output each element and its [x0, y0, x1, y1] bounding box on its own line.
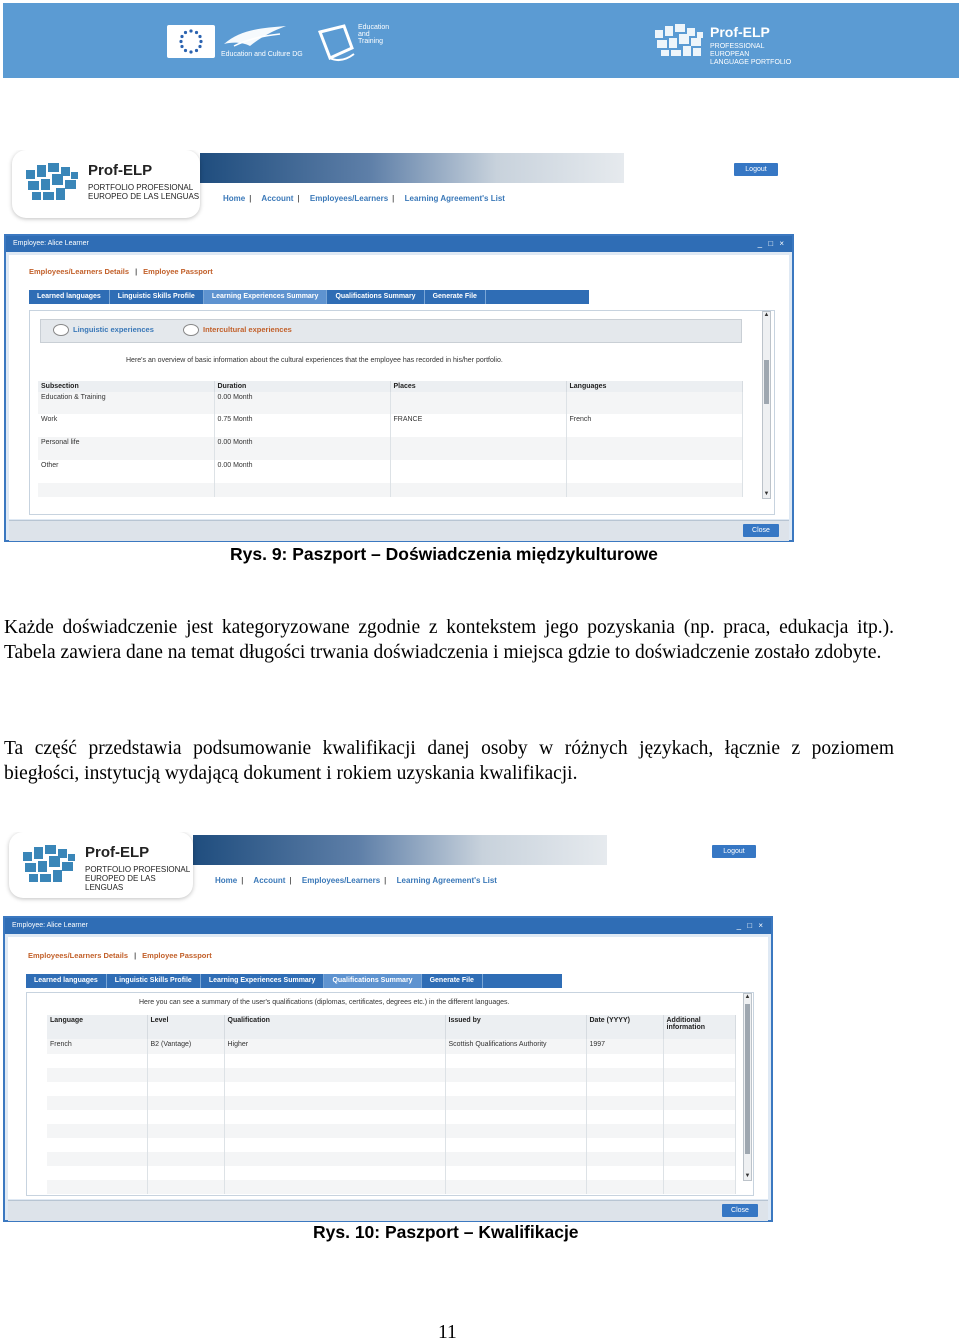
tab-linguistic-skills[interactable]: Linguistic Skills Profile [110, 290, 204, 304]
close-button[interactable]: Close [722, 1204, 758, 1217]
column-header: Languages [566, 381, 742, 392]
top-navigation: Home | Account | Employees/Learners | Learning Agreement's List [215, 876, 497, 885]
window-footer [8, 1200, 768, 1221]
table-row[interactable] [47, 1039, 735, 1054]
logout-button[interactable]: Logout [734, 163, 778, 176]
column-header: Additional information [663, 1015, 735, 1039]
tab-learning-experiences[interactable]: Learning Experiences Summary [201, 974, 325, 988]
table-cell [566, 392, 742, 414]
section-description: Here you can see a summary of the user's qualifications (diplomas, certificates, degrees etc.) in the different languages. [139, 999, 510, 1006]
window-body [8, 937, 768, 1199]
subnav-details[interactable]: Employees/Learners Details [28, 951, 129, 960]
figure-qualifications [3, 832, 773, 1222]
content-panel [26, 992, 754, 1196]
sub-navigation: Employees/Learners Details | Employee Passport [28, 951, 212, 960]
eu-flag-logo [167, 25, 215, 58]
window-footer [9, 520, 789, 541]
table-row [47, 1068, 735, 1082]
app-logo [12, 150, 200, 218]
table-row [47, 1110, 735, 1124]
tab-linguistic-skills[interactable]: Linguistic Skills Profile [107, 974, 201, 988]
employee-window [4, 234, 794, 542]
tab-qualifications[interactable]: Qualifications Summary [327, 290, 424, 304]
nav-learning-agreements[interactable]: Learning Agreement's List [396, 876, 497, 885]
content-panel [29, 310, 775, 515]
tab-learned-languages[interactable]: Learned languages [29, 290, 110, 304]
table-row [38, 483, 742, 497]
subnav-passport[interactable]: Employee Passport [142, 951, 212, 960]
table-cell: Education & Training [38, 392, 214, 414]
vertical-scrollbar[interactable] [743, 993, 752, 1181]
table-cell: B2 (Vantage) [147, 1039, 224, 1054]
vertical-scrollbar[interactable] [762, 311, 771, 499]
scroll-up-icon[interactable]: ▲ [763, 312, 770, 318]
education-training-label: Education and Training [358, 24, 390, 45]
qualifications-table [47, 1015, 736, 1194]
table-cell: Work [38, 414, 214, 437]
education-culture-label: Education and Culture DG [221, 51, 303, 58]
app-logo-name: Prof-ELP [88, 162, 153, 179]
mosaic-map-icon [24, 162, 80, 202]
table-cell: 0.00 Month [214, 437, 390, 460]
tab-qualifications[interactable]: Qualifications Summary [324, 974, 421, 988]
body-paragraph: Ta część przedstawia podsumowanie kwalifikacji danej osoby w różnych językach, łącznie z poziomem biegłości, instytucją wydającą dokument i rokiem uzyskania kwalifikacji. [4, 738, 894, 784]
table-cell: 1997 [586, 1039, 663, 1054]
column-header: Places [390, 381, 566, 392]
close-button[interactable]: Close [743, 524, 779, 537]
subnav-passport[interactable]: Employee Passport [143, 267, 213, 276]
tab-generate-file[interactable]: Generate File [422, 974, 483, 988]
table-cell: Scottish Qualifications Authority [445, 1039, 586, 1054]
table-header-row [38, 381, 742, 392]
table-row [47, 1054, 735, 1068]
tab-learned-languages[interactable]: Learned languages [26, 974, 107, 988]
tab-generate-file[interactable]: Generate File [425, 290, 486, 304]
window-body [9, 255, 789, 519]
column-header: Duration [214, 381, 390, 392]
nav-home[interactable]: Home [215, 876, 238, 885]
table-row[interactable] [38, 460, 742, 483]
table-row [47, 1082, 735, 1096]
table-cell: French [566, 414, 742, 437]
app-logo-name: Prof-ELP [85, 844, 150, 861]
figure-caption: Rys. 9: Paszport – Doświadczenia międzykulturowe [230, 544, 658, 564]
experiences-table [38, 381, 743, 497]
table-cell [566, 460, 742, 483]
prof-elp-logo [653, 22, 803, 66]
brand-name: Prof-ELP [710, 24, 770, 40]
passport-tabs [29, 290, 589, 304]
figure-intercultural-experiences [4, 150, 796, 544]
app-logo [9, 832, 193, 898]
nav-learning-agreements[interactable]: Learning Agreement's List [404, 194, 505, 203]
app-logo-subtitle: PORTFOLIO PROFESIONAL EUROPEO DE LAS LENGUAS [88, 183, 200, 201]
page-number: 11 [438, 1322, 457, 1343]
app-header-image [193, 835, 607, 865]
table-row [47, 1152, 735, 1166]
scroll-thumb[interactable] [745, 1004, 750, 1154]
column-header: Subsection [38, 381, 214, 392]
column-header: Issued by [445, 1015, 586, 1039]
nav-employees-learners[interactable]: Employees/Learners [309, 194, 389, 203]
top-navigation: Home | Account | Employees/Learners | Learning Agreement's List [223, 194, 505, 203]
table-row[interactable] [38, 437, 742, 460]
mosaic-map-icon [653, 22, 705, 58]
table-row [47, 1096, 735, 1110]
experience-subtabs [40, 319, 742, 343]
book-wings-icon [220, 24, 290, 50]
table-cell: 0.00 Month [214, 392, 390, 414]
table-row [47, 1138, 735, 1152]
tab-learning-experiences[interactable]: Learning Experiences Summary [204, 290, 328, 304]
table-row[interactable] [38, 414, 742, 437]
nav-employees-learners[interactable]: Employees/Learners [301, 876, 381, 885]
table-cell [390, 392, 566, 414]
column-header: Date (YYYY) [586, 1015, 663, 1039]
column-header: Level [147, 1015, 224, 1039]
section-description: Here's an overview of basic information about the cultural experiences that the employee has recorded in his/her portfolio. [126, 357, 503, 364]
sub-navigation: Employees/Learners Details | Employee Passport [29, 267, 213, 276]
table-header-row [47, 1015, 735, 1039]
nav-home[interactable]: Home [223, 194, 246, 203]
table-row [47, 1180, 735, 1194]
employee-window [3, 916, 773, 1222]
passport-tabs [26, 974, 562, 988]
nav-account[interactable]: Account [253, 876, 286, 885]
subnav-details[interactable]: Employees/Learners Details [29, 267, 130, 276]
education-culture-logo [220, 24, 303, 60]
table-row [47, 1124, 735, 1138]
table-row [47, 1166, 735, 1180]
speech-bubbles-icon [183, 324, 199, 336]
scroll-up-icon[interactable]: ▲ [744, 994, 751, 1000]
nav-account[interactable]: Account [261, 194, 294, 203]
mosaic-map-icon [21, 844, 77, 884]
scroll-thumb[interactable] [764, 360, 769, 404]
book-icon [318, 24, 358, 64]
brand-subtitle: PROFESSIONAL EUROPEAN LANGUAGE PORTFOLIO [710, 43, 792, 66]
speech-bubble-icon [53, 324, 69, 336]
table-cell [663, 1039, 735, 1054]
window-title: Employee: Alice Learner [5, 918, 771, 934]
table-cell: Higher [224, 1039, 445, 1054]
body-paragraph: Każde doświadczenie jest kategoryzowane zgodnie z kontekstem jego pozyskania (np. praca, edukacja itp.). Tabela zawiera dane na temat długości trwania doświadczenia i miejsca gdzie to doświadczenie zostało zdobyte. [4, 617, 894, 663]
logout-button[interactable]: Logout [712, 845, 756, 858]
figure-caption: Rys. 10: Paszport – Kwalifikacje [313, 1222, 579, 1242]
window-title: Employee: Alice Learner [6, 236, 792, 252]
table-cell [566, 437, 742, 460]
table-cell: 0.75 Month [214, 414, 390, 437]
table-cell: 0.00 Month [214, 460, 390, 483]
app-header-image [200, 153, 624, 183]
table-cell: French [47, 1039, 147, 1054]
table-row[interactable] [38, 392, 742, 414]
app-logo-subtitle: PORTFOLIO PROFESIONAL EUROPEO DE LAS LENGUAS [85, 865, 191, 892]
table-cell: Personal life [38, 437, 214, 460]
table-cell: FRANCE [390, 414, 566, 437]
table-cell: Other [38, 460, 214, 483]
subtab-intercultural[interactable]: Intercultural experiences [183, 324, 292, 336]
subtab-linguistic[interactable]: Linguistic experiences [53, 324, 154, 336]
window-controls[interactable]: _ □ × [736, 921, 765, 930]
window-controls[interactable]: _ □ × [757, 239, 786, 248]
education-training-logo [318, 24, 390, 64]
column-header: Language [47, 1015, 147, 1039]
table-cell [390, 460, 566, 483]
table-cell [390, 437, 566, 460]
scroll-down-icon[interactable]: ▼ [763, 491, 770, 497]
column-header: Qualification [224, 1015, 445, 1039]
header-banner [3, 3, 959, 78]
scroll-down-icon[interactable]: ▼ [744, 1173, 751, 1179]
